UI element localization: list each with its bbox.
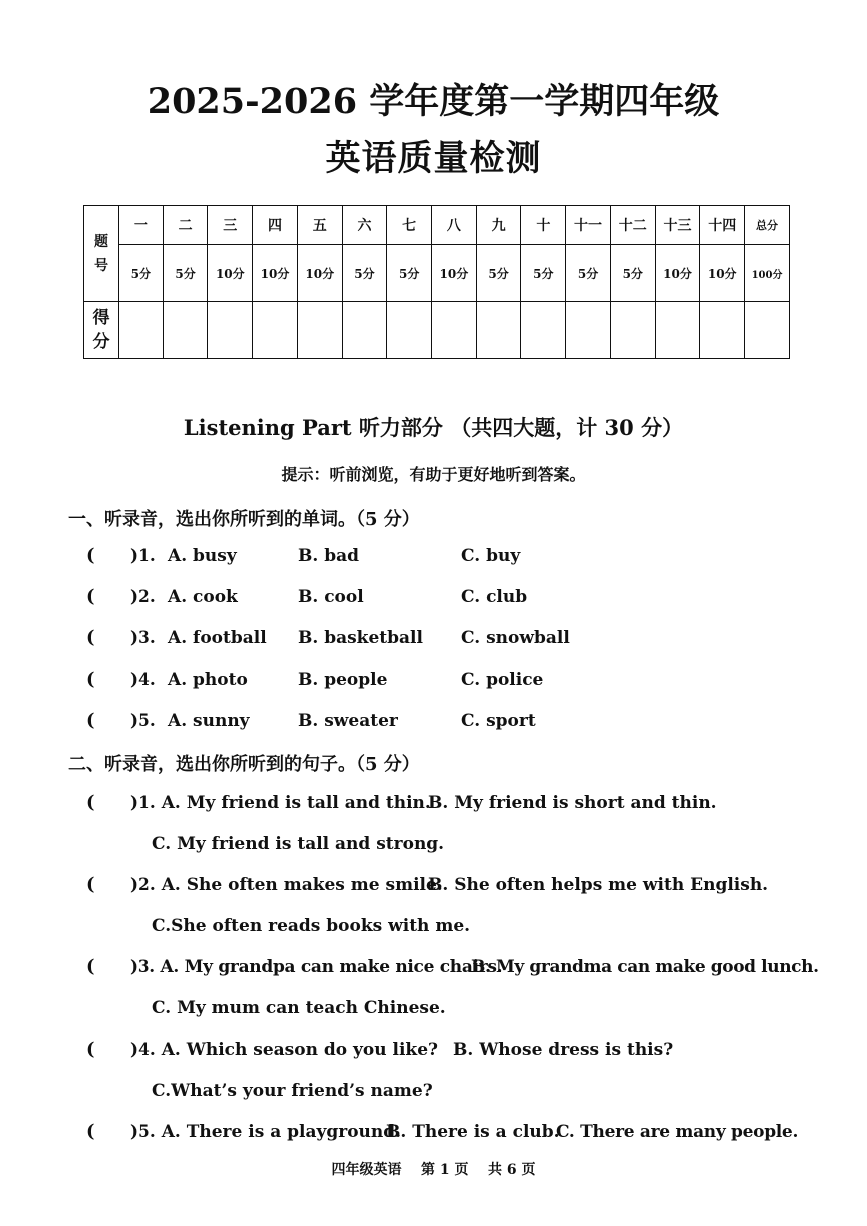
answer-paren[interactable]: (: [86, 669, 95, 690]
option-a: A. sunny: [168, 711, 250, 731]
option-a: )3. A. My grandpa can make nice chairs.: [130, 957, 503, 977]
option-a: )5. A. There is a playground.: [130, 1122, 402, 1142]
item-cell: 十四: [700, 206, 745, 245]
option-c: C. club: [461, 587, 528, 607]
answer-paren[interactable]: (: [86, 956, 95, 977]
score-cell[interactable]: [208, 302, 253, 359]
points-cell: 10分: [253, 245, 298, 302]
item-cell-total: 总分: [745, 206, 790, 245]
points-cell-total: 100分: [745, 245, 790, 302]
question-number: )2.: [130, 587, 156, 607]
score-cell[interactable]: [521, 302, 566, 359]
item-cell: 二: [163, 206, 208, 245]
row-head-item-number: 题号: [84, 206, 119, 302]
points-cell: 5分: [119, 245, 164, 302]
option-b: B. sweater: [298, 711, 398, 731]
exam-title-line1: 2025-2026 学年度第一学期四年级: [147, 81, 720, 122]
points-cell: 5分: [521, 245, 566, 302]
question-number: )5.: [130, 711, 156, 731]
score-cell[interactable]: [476, 302, 521, 359]
score-cell[interactable]: [119, 302, 164, 359]
answer-paren[interactable]: (: [86, 1121, 95, 1142]
option-b: B. people: [298, 670, 388, 690]
option-b: B. bad: [298, 546, 359, 566]
score-cell[interactable]: [253, 302, 298, 359]
page-footer: 四年级英语 第 1 页 共 6 页: [331, 1162, 536, 1178]
points-cell: 10分: [432, 245, 477, 302]
option-b: B. basketball: [298, 628, 423, 648]
answer-paren[interactable]: (: [86, 874, 95, 895]
score-table-item-row: [84, 206, 790, 245]
item-cell: 四: [253, 206, 298, 245]
option-c: C. My mum can teach Chinese.: [152, 998, 446, 1018]
listening-tip: 提示：听前浏览，有助于更好地听到答案。: [281, 465, 586, 484]
option-b: B. My grandma can make good lunch.: [471, 957, 819, 977]
answer-paren[interactable]: (: [86, 710, 95, 731]
score-cell[interactable]: [342, 302, 387, 359]
answer-paren[interactable]: (: [86, 1039, 95, 1060]
question-number: )1.: [130, 546, 156, 566]
item-cell: 一: [119, 206, 164, 245]
question-number: )3.: [130, 628, 156, 648]
score-cell[interactable]: [566, 302, 611, 359]
part1-heading: 一、听录音，选出你所听到的单词。（5 分）: [68, 509, 420, 530]
option-b: B. Whose dress is this?: [453, 1040, 674, 1060]
listening-section-title: Listening Part 听力部分 （共四大题，计 30 分）: [183, 415, 684, 440]
answer-paren[interactable]: (: [86, 627, 95, 648]
points-cell: 10分: [208, 245, 253, 302]
option-b: B. cool: [298, 587, 364, 607]
answer-paren[interactable]: (: [86, 586, 95, 607]
option-b: B. My friend is short and thin.: [428, 793, 717, 813]
item-cell: 七: [387, 206, 432, 245]
item-cell: 六: [342, 206, 387, 245]
points-cell: 5分: [566, 245, 611, 302]
option-c: C.She often reads books with me.: [152, 916, 471, 936]
points-cell: 5分: [163, 245, 208, 302]
option-c: C. My friend is tall and strong.: [152, 834, 445, 854]
option-c: C. snowball: [461, 628, 570, 648]
answer-paren[interactable]: (: [86, 545, 95, 566]
option-c: C. buy: [461, 546, 521, 566]
item-cell: 三: [208, 206, 253, 245]
option-c: C. police: [461, 670, 544, 690]
option-a: A. busy: [168, 546, 237, 566]
score-cell[interactable]: [297, 302, 342, 359]
points-cell: 5分: [476, 245, 521, 302]
row-head-score: 得分: [84, 302, 119, 359]
option-a: A. cook: [168, 587, 238, 607]
points-cell: 10分: [700, 245, 745, 302]
score-cell[interactable]: [610, 302, 655, 359]
item-cell: 八: [432, 206, 477, 245]
score-cell-total[interactable]: [745, 302, 790, 359]
score-table: [83, 205, 790, 359]
score-table-score-row: [84, 302, 790, 359]
option-a: )1. A. My friend is tall and thin.: [130, 793, 431, 813]
item-cell: 十一: [566, 206, 611, 245]
points-cell: 10分: [655, 245, 700, 302]
score-cell[interactable]: [655, 302, 700, 359]
item-cell: 十: [521, 206, 566, 245]
item-cell: 九: [476, 206, 521, 245]
option-c: C. There are many people.: [556, 1122, 799, 1142]
part2-heading: 二、听录音，选出你所听到的句子。（5 分）: [68, 754, 420, 775]
option-a: )2. A. She often makes me smile.: [130, 875, 443, 895]
points-cell: 5分: [610, 245, 655, 302]
option-b: B. There is a club.: [386, 1122, 560, 1142]
points-cell: 5分: [342, 245, 387, 302]
option-a: )4. A. Which season do you like?: [130, 1040, 438, 1060]
option-b: B. She often helps me with English.: [428, 875, 769, 895]
item-cell: 十二: [610, 206, 655, 245]
option-c: C.What’s your friend’s name?: [152, 1081, 433, 1101]
score-cell[interactable]: [432, 302, 477, 359]
question-number: )4.: [130, 670, 156, 690]
score-cell[interactable]: [700, 302, 745, 359]
option-c: C. sport: [461, 711, 536, 731]
score-cell[interactable]: [387, 302, 432, 359]
option-a: A. photo: [168, 670, 248, 690]
item-cell: 五: [297, 206, 342, 245]
score-cell[interactable]: [163, 302, 208, 359]
points-cell: 10分: [297, 245, 342, 302]
exam-title-line2: 英语质量检测: [325, 138, 542, 179]
item-cell: 十三: [655, 206, 700, 245]
points-cell: 5分: [387, 245, 432, 302]
option-a: A. football: [168, 628, 267, 648]
score-table-points-row: [84, 245, 790, 302]
answer-paren[interactable]: (: [86, 792, 95, 813]
